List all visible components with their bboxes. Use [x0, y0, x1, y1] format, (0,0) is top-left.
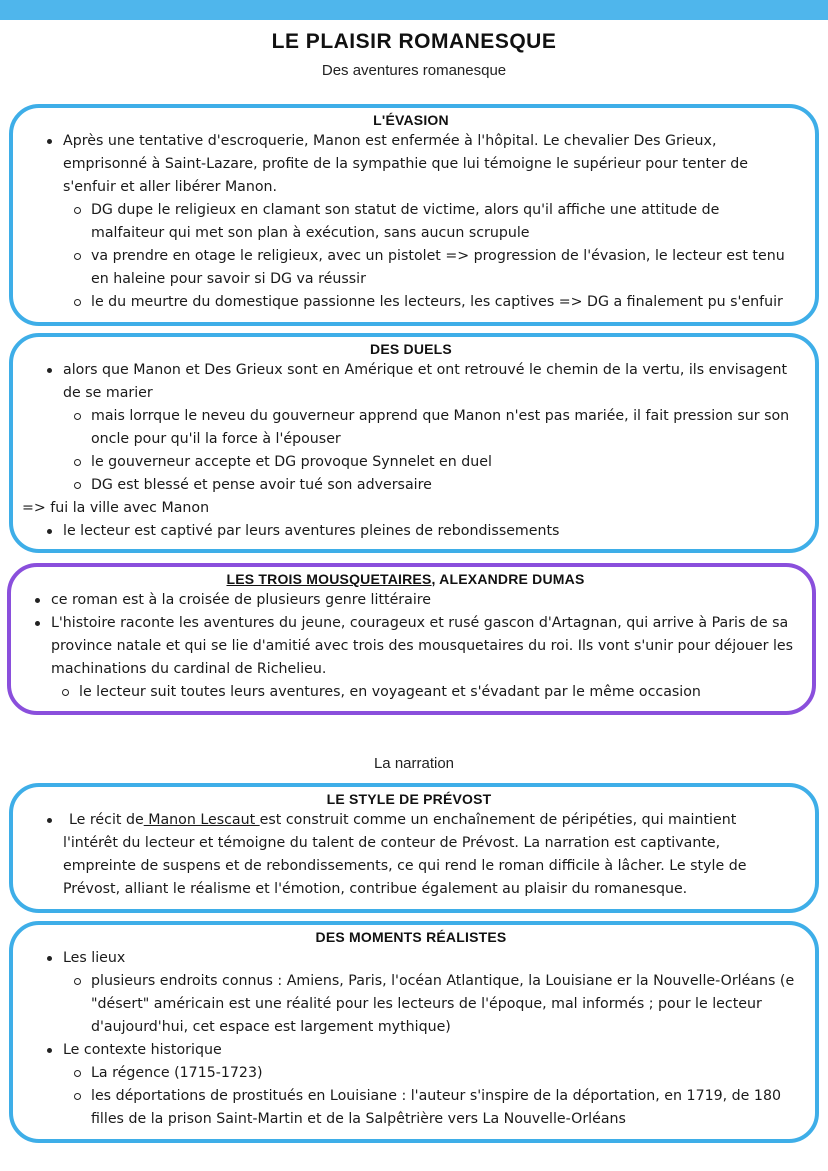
mousquetaires-bullet — [13, 589, 798, 612]
realistes-bullet — [25, 1039, 797, 1062]
duels-bullet — [25, 359, 797, 405]
mousquetaires-title-underlined: LES TROIS MOUSQUETAIRES — [226, 571, 432, 587]
page-subtitle: Des aventures romanesque — [321, 62, 507, 79]
realistes-bullet — [25, 947, 797, 970]
realistes-sub-item — [25, 1062, 797, 1085]
evasion-title: L'ÉVASION — [373, 112, 449, 128]
evasion-bullet — [25, 130, 797, 199]
evasion-sub-text: DG dupe le religieux en clamant son statut de victime, alors qu'il affiche une attitude de malfaiteur qui met son plan à exécution, sans aucun scrupule — [91, 202, 720, 241]
evasion-sub-text: va prendre en otage le religieux, avec un pistolet => progression de l'évasion, le lecteur est tenu en haleine pour savoir si DG va réussir — [91, 248, 785, 287]
mousquetaires-sub-item — [13, 681, 798, 704]
duels-box — [9, 333, 819, 553]
duels-sub-item — [25, 474, 797, 497]
realistes-sub-text: les déportations de prostitués en Louisiane : l'auteur s'inspire de la déportation, en 1719, de 180 filles de la prison Saint-Martin et de la Salpêtrière vers La Nouvelle-Orléans — [91, 1088, 781, 1127]
evasion-box — [9, 104, 819, 326]
mousquetaires-title — [13, 571, 798, 587]
page-title: LE PLAISIR ROMANESQUE — [271, 30, 557, 53]
duels-sub-item — [25, 451, 797, 474]
duels-bullet-text: alors que Manon et Des Grieux sont en Amérique et ont retrouvé le chemin de la vertu, ils envisagent de se marier — [63, 362, 788, 401]
top-accent-bar — [0, 0, 828, 20]
mousquetaires-bullet-text: L'histoire raconte les aventures du jeune, courageux et rusé gascon d'Artagnan, qui arrive à Paris de sa province natale et qui se lie d'amitié avec trois des mousquetaires du roi. Ils vont s'unir pour déjouer les machinations du cardinal de Richelieu. — [51, 615, 794, 677]
duels-title: DES DUELS — [370, 341, 452, 357]
realistes-sub-text: plusieurs endroits connus : Amiens, Paris, l'océan Atlantique, la Louisiane er la Nouvelle-Orléans (e "désert" américain est une réalité pour les lecteurs de l'époque, mal informés ; pour le lecteur d'aujourd'hui, cet espace est largement mythique) — [91, 973, 795, 1035]
duels-sub-text: le gouverneur accepte et DG provoque Synnelet en duel — [91, 454, 492, 470]
duels-sub-item — [25, 405, 797, 451]
manon-lescaut-link: Manon Lescaut — [143, 812, 260, 828]
mousquetaires-bullet-text: ce roman est à la croisée de plusieurs genre littéraire — [51, 592, 432, 608]
evasion-sub-text: le du meurtre du domestique passionne les lecteurs, les captives => DG a finalement pu s'enfuir — [91, 294, 783, 310]
duels-sub-text: DG est blessé et pense avoir tué son adversaire — [91, 477, 432, 493]
style-prevost-title: LE STYLE DE PRÉVOST — [326, 791, 492, 807]
realistes-bullet-text: Le contexte historique — [63, 1042, 222, 1058]
mousquetaires-title-rest: , ALEXANDRE DUMAS — [431, 571, 585, 587]
realistes-sub-item — [25, 1085, 797, 1131]
realistes-bullet-text: Les lieux — [63, 950, 126, 966]
realistes-title: DES MOMENTS RÉALISTES — [315, 929, 507, 945]
mousquetaires-bullet — [13, 612, 798, 681]
duels-bullet-text: le lecteur est captivé par leurs aventures pleines de rebondissements — [63, 523, 560, 539]
evasion-sub-item — [25, 199, 797, 245]
realistes-sub-text: La régence (1715-1723) — [91, 1065, 263, 1081]
style-prevost-paragraph — [25, 809, 793, 901]
realistes-sub-item — [25, 970, 797, 1039]
duels-sub-text: mais lorrque le neveu du gouverneur apprend que Manon n'est pas mariée, il fait pression sur son oncle pour qu'il la force à l'épouser — [91, 408, 790, 447]
style-prevost-text-after: est construit comme un enchaînement de péripéties, qui maintient l'intérêt du lecteur et témoigne du talent de conteur de Prévost. La narration est captivante, empreinte de suspens et de rebondissements, ce qui rend le roman difficile à lâcher. Le style de Prévost, alliant le réalisme et l'émotion, contribue également au plaisir du romanesque. — [63, 812, 747, 897]
section-label-narration: La narration — [373, 755, 455, 772]
evasion-bullet-text: Après une tentative d'escroquerie, Manon est enfermée à l'hôpital. Le chevalier Des Grieux, emprisonné à Saint-Lazare, profite de la sympathie que lui témoigne le supérieur pour tenter de s'enfuir et aller libérer Manon. — [63, 133, 748, 195]
mousquetaires-sub-text: le lecteur suit toutes leurs aventures, en voyageant et s'évadant par le même occasion — [79, 684, 701, 700]
duels-bullet — [25, 520, 797, 543]
realistes-box — [9, 921, 819, 1143]
duels-arrow-line: => fui la ville avec Manon — [22, 500, 210, 516]
evasion-sub-item — [25, 291, 797, 314]
style-prevost-box — [9, 783, 819, 913]
mousquetaires-box — [7, 563, 816, 715]
style-prevost-text-before: Le récit de — [69, 812, 144, 828]
evasion-sub-item — [25, 245, 797, 291]
